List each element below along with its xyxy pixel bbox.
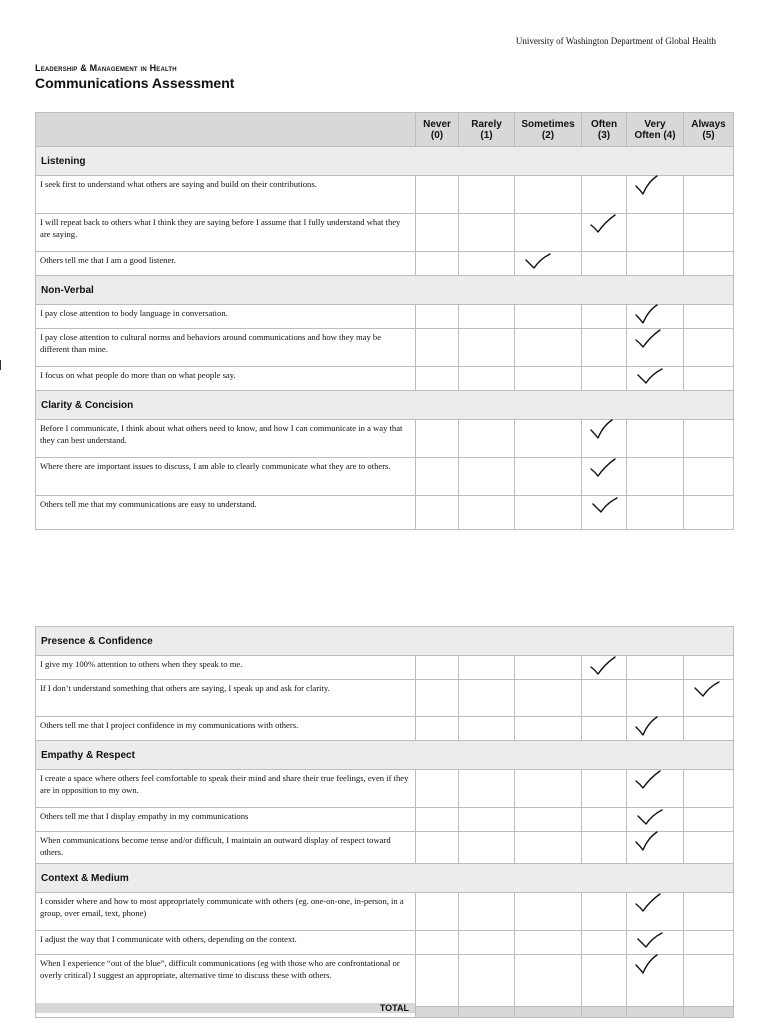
rating-cell[interactable]	[684, 931, 734, 955]
statement-text: Others tell me that I am a good listener.	[36, 252, 416, 276]
section-heading: Context & Medium	[36, 864, 734, 893]
rating-cell[interactable]	[515, 496, 582, 530]
statement-text: Where there are important issues to discuss, I am able to clearly communicate what they are to others.	[36, 458, 416, 496]
rating-cell[interactable]	[582, 656, 627, 680]
checkmark-icon	[590, 492, 620, 520]
checkmark-icon	[633, 172, 663, 200]
statement-text: Others tell me that my communications are easy to understand.	[36, 496, 416, 530]
rating-cell[interactable]	[515, 367, 582, 391]
checkmark-icon	[634, 889, 664, 917]
rating-cell[interactable]	[627, 176, 684, 214]
rating-cell[interactable]	[416, 770, 459, 808]
checkmark-icon	[633, 951, 663, 979]
statement-text: When I experience “out of the blue”, difficult communications (eg with those who are confrontational or overly critical) I suggest an appropriate, alternative time to discuss these with others.	[36, 955, 416, 1007]
rating-cell[interactable]	[416, 305, 459, 329]
column-score: (1)	[480, 129, 493, 141]
rating-cell[interactable]	[582, 329, 627, 367]
section-heading: Listening	[36, 147, 734, 176]
rating-cell[interactable]	[416, 680, 459, 717]
rating-cell[interactable]	[515, 893, 582, 931]
rating-cell[interactable]	[684, 329, 734, 367]
rating-cell[interactable]	[416, 893, 459, 931]
rating-cell[interactable]	[459, 176, 515, 214]
rating-cell[interactable]	[416, 329, 459, 367]
checkmark-icon	[589, 652, 619, 680]
column-score: Often (4)	[634, 129, 676, 141]
column-label: Often	[590, 118, 618, 130]
assessment-row	[36, 770, 734, 808]
rating-cell[interactable]	[459, 305, 515, 329]
statement-text: When communications become tense and/or difficult, I maintain an outward display of respect toward others.	[36, 832, 416, 864]
rating-cell[interactable]	[459, 717, 515, 741]
rating-cell[interactable]	[515, 832, 582, 864]
rating-cell[interactable]	[416, 214, 459, 252]
statement-text: Others tell me that I display empathy in my communications	[36, 808, 416, 832]
rating-cell[interactable]	[684, 955, 734, 1007]
rating-cell[interactable]	[627, 496, 684, 530]
assessment-row	[36, 680, 734, 717]
rating-cell[interactable]	[416, 367, 459, 391]
rating-cell[interactable]	[582, 496, 627, 530]
rating-cell[interactable]	[459, 252, 515, 276]
column-header	[459, 113, 515, 147]
course-title: Leadership & Management in Health	[35, 63, 177, 73]
total-cell	[684, 1007, 734, 1018]
rating-cell[interactable]	[459, 367, 515, 391]
rating-cell[interactable]	[515, 329, 582, 367]
rating-cell[interactable]	[515, 717, 582, 741]
column-score: (3)	[597, 129, 611, 141]
rating-cell[interactable]	[627, 893, 684, 931]
rating-cell[interactable]	[627, 770, 684, 808]
rating-cell[interactable]	[515, 458, 582, 496]
rating-cell[interactable]	[459, 214, 515, 252]
statement-text: I pay close attention to cultural norms and behaviors around communications and how they may be different than mine.	[36, 329, 416, 367]
rating-cell[interactable]	[582, 770, 627, 808]
assessment-table-2	[35, 626, 734, 1018]
rating-cell[interactable]	[582, 252, 627, 276]
section-heading: Empathy & Respect	[36, 741, 734, 770]
rating-cell[interactable]	[515, 214, 582, 252]
rating-cell[interactable]	[684, 832, 734, 864]
rating-cell[interactable]	[582, 305, 627, 329]
rating-cell[interactable]	[684, 770, 734, 808]
rating-cell[interactable]	[416, 496, 459, 530]
column-label: Always	[691, 118, 726, 130]
statement-text: I adjust the way that I communicate with others, depending on the context.	[36, 931, 416, 955]
rating-cell[interactable]	[459, 680, 515, 717]
statement-text: Before I communicate, I think about what others need to know, and how I can communicate in a way that they can best understand.	[36, 420, 416, 458]
total-cell	[515, 1007, 582, 1018]
organization-name: University of Washington Department of Global Health	[515, 36, 716, 46]
rating-cell[interactable]	[582, 680, 627, 717]
checkmark-icon	[635, 363, 665, 391]
rating-cell[interactable]	[582, 955, 627, 1007]
checkmark-icon	[634, 766, 664, 794]
rating-cell[interactable]	[459, 770, 515, 808]
total-cell	[582, 1007, 627, 1018]
checkmark-icon	[633, 713, 663, 741]
assessment-row	[36, 656, 734, 680]
rating-cell[interactable]	[582, 367, 627, 391]
rating-cell[interactable]	[627, 329, 684, 367]
rating-cell[interactable]	[684, 458, 734, 496]
column-header	[515, 113, 582, 147]
rating-cell[interactable]	[515, 770, 582, 808]
column-score: (2)	[541, 129, 555, 141]
rating-cell[interactable]	[627, 214, 684, 252]
column-header	[582, 113, 627, 147]
rating-cell[interactable]	[684, 176, 734, 214]
column-header	[416, 113, 459, 147]
rating-cell[interactable]	[627, 367, 684, 391]
rating-cell[interactable]	[627, 458, 684, 496]
assessment-row	[36, 808, 734, 832]
total-cell	[459, 1007, 515, 1018]
rating-cell[interactable]	[416, 176, 459, 214]
rating-cell[interactable]	[515, 252, 582, 276]
statement-text: I consider where and how to most appropriately communicate with others (eg. one-on-one, in-person, in a group, over email, text, phone)	[36, 893, 416, 931]
statement-text: I create a space where others feel comfortable to speak their mind and share their true feelings, even if they are in opposition to my own.	[36, 770, 416, 808]
checkmark-icon	[589, 454, 619, 482]
rating-cell[interactable]	[684, 305, 734, 329]
assessment-row	[36, 305, 734, 329]
rating-cell[interactable]	[627, 252, 684, 276]
rating-cell[interactable]	[684, 717, 734, 741]
assessment-table-1	[35, 112, 734, 530]
rating-cell[interactable]	[416, 458, 459, 496]
rating-cell[interactable]	[416, 717, 459, 741]
assessment-row	[36, 717, 734, 741]
rating-cell[interactable]	[515, 305, 582, 329]
rating-cell[interactable]	[627, 955, 684, 1007]
assessment-row	[36, 931, 734, 955]
assessment-row	[36, 955, 734, 1007]
rating-cell[interactable]	[515, 176, 582, 214]
statement-text: Others tell me that I project confidence in my communications with others.	[36, 717, 416, 741]
margin-mark	[0, 360, 4, 370]
column-header	[627, 113, 684, 147]
rating-cell[interactable]	[582, 832, 627, 864]
rating-cell[interactable]	[416, 955, 459, 1007]
rating-cell[interactable]	[459, 420, 515, 458]
rating-cell[interactable]	[627, 656, 684, 680]
rating-cell[interactable]	[416, 420, 459, 458]
assessment-row	[36, 367, 734, 391]
column-label: Rarely	[471, 118, 502, 130]
rating-cell[interactable]	[459, 496, 515, 530]
rating-cell[interactable]	[684, 252, 734, 276]
rating-cell[interactable]	[515, 931, 582, 955]
rating-cell[interactable]	[684, 893, 734, 931]
rating-cell[interactable]	[582, 808, 627, 832]
column-label: Never	[423, 118, 451, 130]
checkmark-icon	[588, 416, 618, 444]
header-blank	[36, 113, 416, 147]
rating-cell[interactable]	[416, 252, 459, 276]
rating-cell[interactable]	[684, 214, 734, 252]
checkmark-icon	[634, 325, 664, 353]
rating-cell[interactable]	[582, 214, 627, 252]
rating-cell[interactable]	[627, 420, 684, 458]
rating-cell[interactable]	[684, 808, 734, 832]
assessment-row	[36, 214, 734, 252]
rating-cell[interactable]	[515, 420, 582, 458]
rating-cell[interactable]	[416, 808, 459, 832]
rating-cell[interactable]	[515, 656, 582, 680]
checkmark-icon	[589, 210, 619, 238]
assessment-row	[36, 329, 734, 367]
statement-text: If I don’t understand something that others are saying, I speak up and ask for clarity.	[36, 680, 416, 717]
rating-cell[interactable]	[459, 893, 515, 931]
rating-cell[interactable]	[459, 955, 515, 1007]
rating-cell[interactable]	[416, 931, 459, 955]
statement-text: I focus on what people do more than on what people say.	[36, 367, 416, 391]
rating-cell[interactable]	[582, 176, 627, 214]
column-label: Very	[644, 118, 666, 130]
rating-cell[interactable]	[459, 808, 515, 832]
rating-cell[interactable]	[416, 832, 459, 864]
assessment-row	[36, 458, 734, 496]
assessment-row	[36, 893, 734, 931]
rating-cell[interactable]	[459, 329, 515, 367]
statement-text: I seek first to understand what others are saying and build on their contributions.	[36, 176, 416, 214]
checkmark-icon	[692, 676, 722, 704]
statement-text: I give my 100% attention to others when they speak to me.	[36, 656, 416, 680]
rating-cell[interactable]	[627, 832, 684, 864]
rating-cell[interactable]	[582, 893, 627, 931]
section-heading: Presence & Confidence	[36, 627, 734, 656]
rating-cell[interactable]	[627, 680, 684, 717]
total-label: TOTAL	[36, 1003, 416, 1014]
assessment-row	[36, 496, 734, 530]
total-cell	[627, 1007, 684, 1018]
rating-cell[interactable]	[582, 931, 627, 955]
rating-cell[interactable]	[684, 680, 734, 717]
assessment-row	[36, 176, 734, 214]
rating-cell[interactable]	[459, 832, 515, 864]
checkmark-icon	[523, 248, 553, 276]
section-heading: Clarity & Concision	[36, 391, 734, 420]
assessment-row	[36, 832, 734, 864]
rating-cell[interactable]	[515, 680, 582, 717]
rating-cell[interactable]	[459, 458, 515, 496]
column-label: Sometimes	[521, 118, 575, 130]
rating-cell[interactable]	[582, 420, 627, 458]
rating-cell[interactable]	[627, 717, 684, 741]
column-score: (0)	[430, 129, 444, 141]
checkmark-icon	[633, 828, 663, 856]
rating-cell[interactable]	[684, 496, 734, 530]
assessment-row	[36, 420, 734, 458]
rating-cell[interactable]	[582, 717, 627, 741]
page-title: Communications Assessment	[35, 75, 235, 91]
rating-cell[interactable]	[582, 458, 627, 496]
column-score: (5)	[702, 129, 715, 141]
assessment-row	[36, 252, 734, 276]
rating-cell[interactable]	[515, 955, 582, 1007]
statement-text: I will repeat back to others what I think they are saying before I assume that I fully understand what they are saying.	[36, 214, 416, 252]
statement-text: I pay close attention to body language in conversation.	[36, 305, 416, 329]
column-header	[684, 113, 734, 147]
section-heading: Non-Verbal	[36, 276, 734, 305]
rating-cell[interactable]	[459, 931, 515, 955]
rating-cell[interactable]	[459, 656, 515, 680]
total-cell	[416, 1007, 459, 1018]
rating-cell[interactable]	[416, 656, 459, 680]
rating-cell[interactable]	[684, 420, 734, 458]
rating-cell[interactable]	[684, 367, 734, 391]
rating-cell[interactable]	[515, 808, 582, 832]
